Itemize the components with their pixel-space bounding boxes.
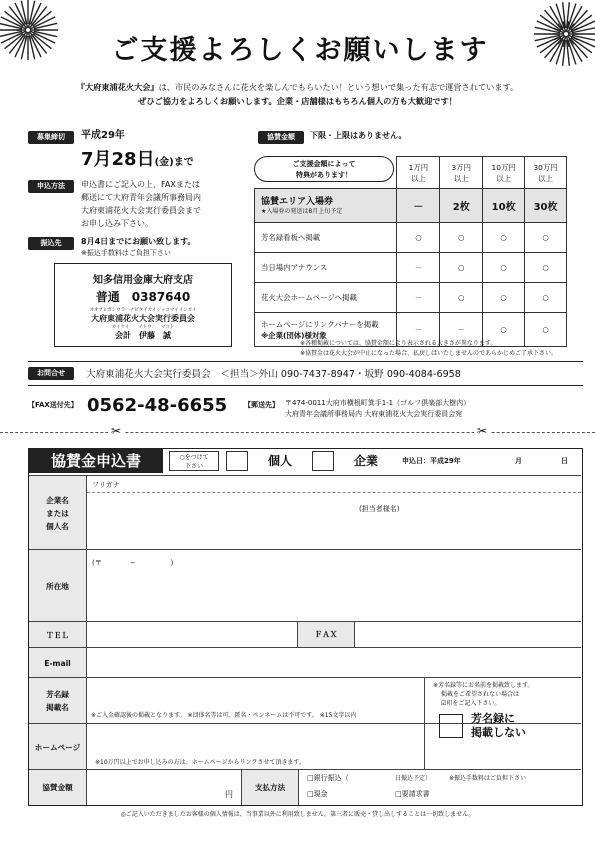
address-label: 所在地 (29, 550, 87, 622)
bubble-line-1: ご支援金額によって (292, 160, 356, 168)
deadline-label: 募集締切 (28, 131, 74, 144)
roster-label-text: 芳名録 掲載名 (46, 690, 69, 712)
furigana-label: フリガナ (92, 481, 120, 489)
deadline-dow: (金) (154, 157, 174, 168)
tier-header (397, 157, 440, 189)
benefit-value: ○ (440, 283, 483, 313)
benefit-value: ○ (525, 253, 567, 283)
fax-number: 0562-48-6655 (87, 395, 228, 416)
benefit-name: 花火大会ホームページへ掲載 (255, 283, 397, 313)
tel-field[interactable] (91, 624, 291, 646)
accountant-ruby: カイケイ イトウ マコト (111, 325, 175, 330)
benefit-value: － (397, 253, 440, 283)
firework-right-icon (520, 0, 595, 75)
tier-header (440, 157, 483, 189)
company-checkbox[interactable] (312, 451, 334, 471)
benefit-sub: ※企業(団体)様対象 (261, 330, 327, 340)
check-hint: ○をつけて 下さい (169, 451, 219, 471)
application-date-label: 申込日：平成29年 (402, 457, 461, 465)
sponsor-note-1: ※各種掲載については、協賛金額により表示される大きさが異なります。 (300, 340, 497, 347)
benefit-row (255, 283, 567, 313)
benefit-name (255, 189, 397, 223)
benefit-value: ○ (525, 283, 567, 313)
month-label: 月 (515, 457, 522, 465)
roster-side-note-1: ※芳名録等にお名前を掲載致します。 (433, 682, 534, 689)
benefit-value: ○ (525, 223, 567, 253)
post-label: 【郵送先】 (244, 401, 279, 409)
deadline-suffix: まで (173, 157, 194, 168)
no-listing-checkbox[interactable] (439, 714, 463, 738)
benefit-value: 10枚 (483, 189, 525, 223)
transfer-label: 振込先 (28, 237, 74, 250)
scissors-icon: ✂ (474, 424, 490, 438)
amount-label: 協賛金額 (29, 770, 87, 805)
intro-line-1 (20, 80, 575, 94)
tier-label: 10万円 以上 (491, 162, 516, 183)
post-line-1: 〒474-0011大府市横根町箕手1-1（ゴルフ倶楽部大樹内） (285, 399, 471, 407)
roster-side-note-2: 掲載をご希望されない場合は (441, 691, 520, 698)
postal-code-field[interactable]: (〒 − ) (92, 559, 174, 567)
name-label (29, 476, 87, 550)
tier-label: 3万円 以上 (451, 162, 472, 183)
pay-fee-note: ※振込手数料はご負担下さい (449, 775, 527, 782)
deadline-year: 平成29年 (81, 130, 125, 141)
benefit-value: ○ (525, 313, 567, 347)
tier-header (525, 157, 567, 189)
deadline-date-main: 7月28日 (81, 149, 155, 170)
email-row (29, 647, 581, 677)
benefit-name: 芳名録看板へ掲載 (255, 223, 397, 253)
individual-checkbox[interactable] (226, 451, 248, 471)
contact-label: お問合せ (28, 367, 74, 380)
sponsor-note-2: ※協賛金は花火大会が中止になった場合、払戻しはいたしませんのであらかじめご了承下さい。 (300, 350, 558, 357)
name-field[interactable] (91, 494, 576, 546)
benefit-value: ○ (397, 223, 440, 253)
benefit-value: ○ (483, 253, 525, 283)
tier-label: 1万円 以上 (408, 162, 429, 183)
holder-ruby: オオブヒガシウラハナビタイカイジッコウイインカイ (89, 308, 197, 313)
address-row (29, 549, 581, 621)
roster-note: ※ご入金確認後の掲載となります。 ※団体名等は可、匿名・ペンネームは不可です。 ※15文字以内 (91, 712, 357, 719)
sponsor-limit-text: 下限・上限はありません。 (310, 131, 407, 140)
fax-label: 【FAX送付先】 (28, 401, 78, 409)
pay-bank-option[interactable]: □銀行振込（ (307, 774, 349, 782)
bank-name: 知多信用金庫大府支店 (93, 275, 193, 286)
tier-header (483, 157, 525, 189)
application-form (28, 448, 583, 806)
pay-cash-option[interactable]: □現金 (307, 790, 328, 798)
amount-field[interactable] (91, 773, 231, 801)
name-label-text: 企業名 または 個人名 (46, 495, 69, 531)
email-label: E-mail (29, 648, 87, 678)
tel-label: ＴＥＬ (29, 622, 87, 648)
firework-left-icon (0, 0, 70, 70)
transfer-line-1: 8月4日までにお願い致します。 (81, 237, 196, 246)
roster-side-note-3: ☑印をご記入下さい。 (441, 700, 501, 707)
payment-method-label: 支払方法 (241, 770, 299, 805)
pay-invoice-option[interactable]: □要請求書 (395, 790, 430, 798)
tier-label: 30万円 以上 (533, 162, 558, 183)
homepage-field[interactable] (91, 727, 421, 753)
accountant-name: 会計 伊藤 誠 (115, 331, 171, 340)
benefit-row (255, 253, 567, 283)
form-title: 協賛金申込書 (29, 449, 163, 473)
benefit-title: ホームページにリンクバナーを掲載 (261, 319, 379, 329)
apply-method-line: 大府東浦花火大会実行委員会まで (81, 206, 201, 215)
option-individual: 個人 (267, 454, 292, 468)
bank-account-number: 普通 0387640 (95, 290, 191, 304)
tier-header-row (255, 157, 567, 189)
homepage-note: ※10万円以上でお申し込みの方は、ホームページからリンクさせて頂きます。 (95, 759, 305, 766)
event-name: 『大府東浦花火大会』 (76, 82, 159, 92)
sponsor-amount-label: 協賛金額 (258, 131, 304, 144)
roster-name-field[interactable] (91, 681, 421, 707)
bubble-line-2: 特典があります！ (296, 171, 352, 179)
benefit-value: 30枚 (525, 189, 567, 223)
apply-method-text (81, 178, 241, 230)
fax-field[interactable] (359, 624, 577, 646)
privacy-note: ◎ご記入いただきましたお客様の個人情報は、当事業以外に利用致しません。第三者に販売・貸し出しすることは一切致しません。 (120, 811, 475, 818)
benefit-value: ○ (483, 313, 525, 347)
transfer-line-2: ※振込手数料はご負担下さい (81, 249, 171, 257)
email-field[interactable] (91, 651, 577, 675)
homepage-label: ホームページ (29, 724, 87, 770)
apply-method-line: お申し込み下さい。 (81, 219, 153, 228)
benefit-sub: ★入場券の発送は8月上旬予定 (261, 208, 343, 215)
roster-label (29, 678, 87, 724)
benefit-value: － (440, 313, 483, 347)
bank-account-box (54, 263, 232, 347)
apply-method-label: 申込方法 (28, 180, 74, 193)
post-line-2: 大府青年会議所事務局内 大府東浦花火大会実行委員会宛 (285, 410, 463, 418)
benefit-name: 当日場内アナウンス (255, 253, 397, 283)
scissors-icon: ✂ (108, 424, 124, 438)
name-row (29, 475, 581, 549)
cut-line (0, 432, 595, 433)
benefit-value: ○ (440, 223, 483, 253)
pay-bank-note: 日振込予定） (395, 775, 432, 782)
benefit-value: － (397, 189, 440, 223)
account-holder: 大府東浦花火大会実行委員会 (91, 314, 195, 323)
benefit-value: ○ (440, 253, 483, 283)
tel-fax-row (29, 621, 581, 647)
benefit-row (255, 223, 567, 253)
apply-method-line: 申込書にご記入の上、FAXまたは (81, 180, 200, 189)
benefit-row (255, 189, 567, 223)
yen-label: 円 (225, 790, 233, 799)
intro-line-2: ぜひご協力をよろしくお願いします。企業・店舗様はもちろん個人の方も大歓迎です！ (138, 96, 457, 106)
intro-line-1-rest: は、市民のみなさんに花火を楽しんでもらいたい！という想いで集った有志で運営されています。 (158, 82, 519, 92)
sponsor-benefits-table (254, 156, 567, 347)
benefit-value: ○ (483, 283, 525, 313)
contact-person-label: (担当者様名) (359, 505, 400, 513)
benefit-value: 2枚 (440, 189, 483, 223)
deadline-date (81, 145, 194, 171)
fax-field-label: ＦＡＸ (297, 622, 355, 648)
day-label: 日 (561, 457, 568, 465)
benefit-title: 協賛エリア入場券 (261, 197, 334, 207)
page-title: ご支援よろしくお願いします (111, 35, 489, 66)
contact-text: 大府東浦花火大会実行委員会 ＜担当＞外山 090-7437-8947・坂野 090-4084-6958 (86, 369, 461, 380)
benefit-value: － (397, 313, 440, 347)
benefit-value: ○ (483, 223, 525, 253)
apply-method-line: 郵送にて大府青年会議所事務局内 (81, 193, 201, 202)
option-company: 企業 (353, 454, 378, 468)
no-listing-label: 芳名録に 掲載しない (471, 712, 526, 739)
benefit-value: － (397, 283, 440, 313)
amount-row (29, 769, 581, 804)
